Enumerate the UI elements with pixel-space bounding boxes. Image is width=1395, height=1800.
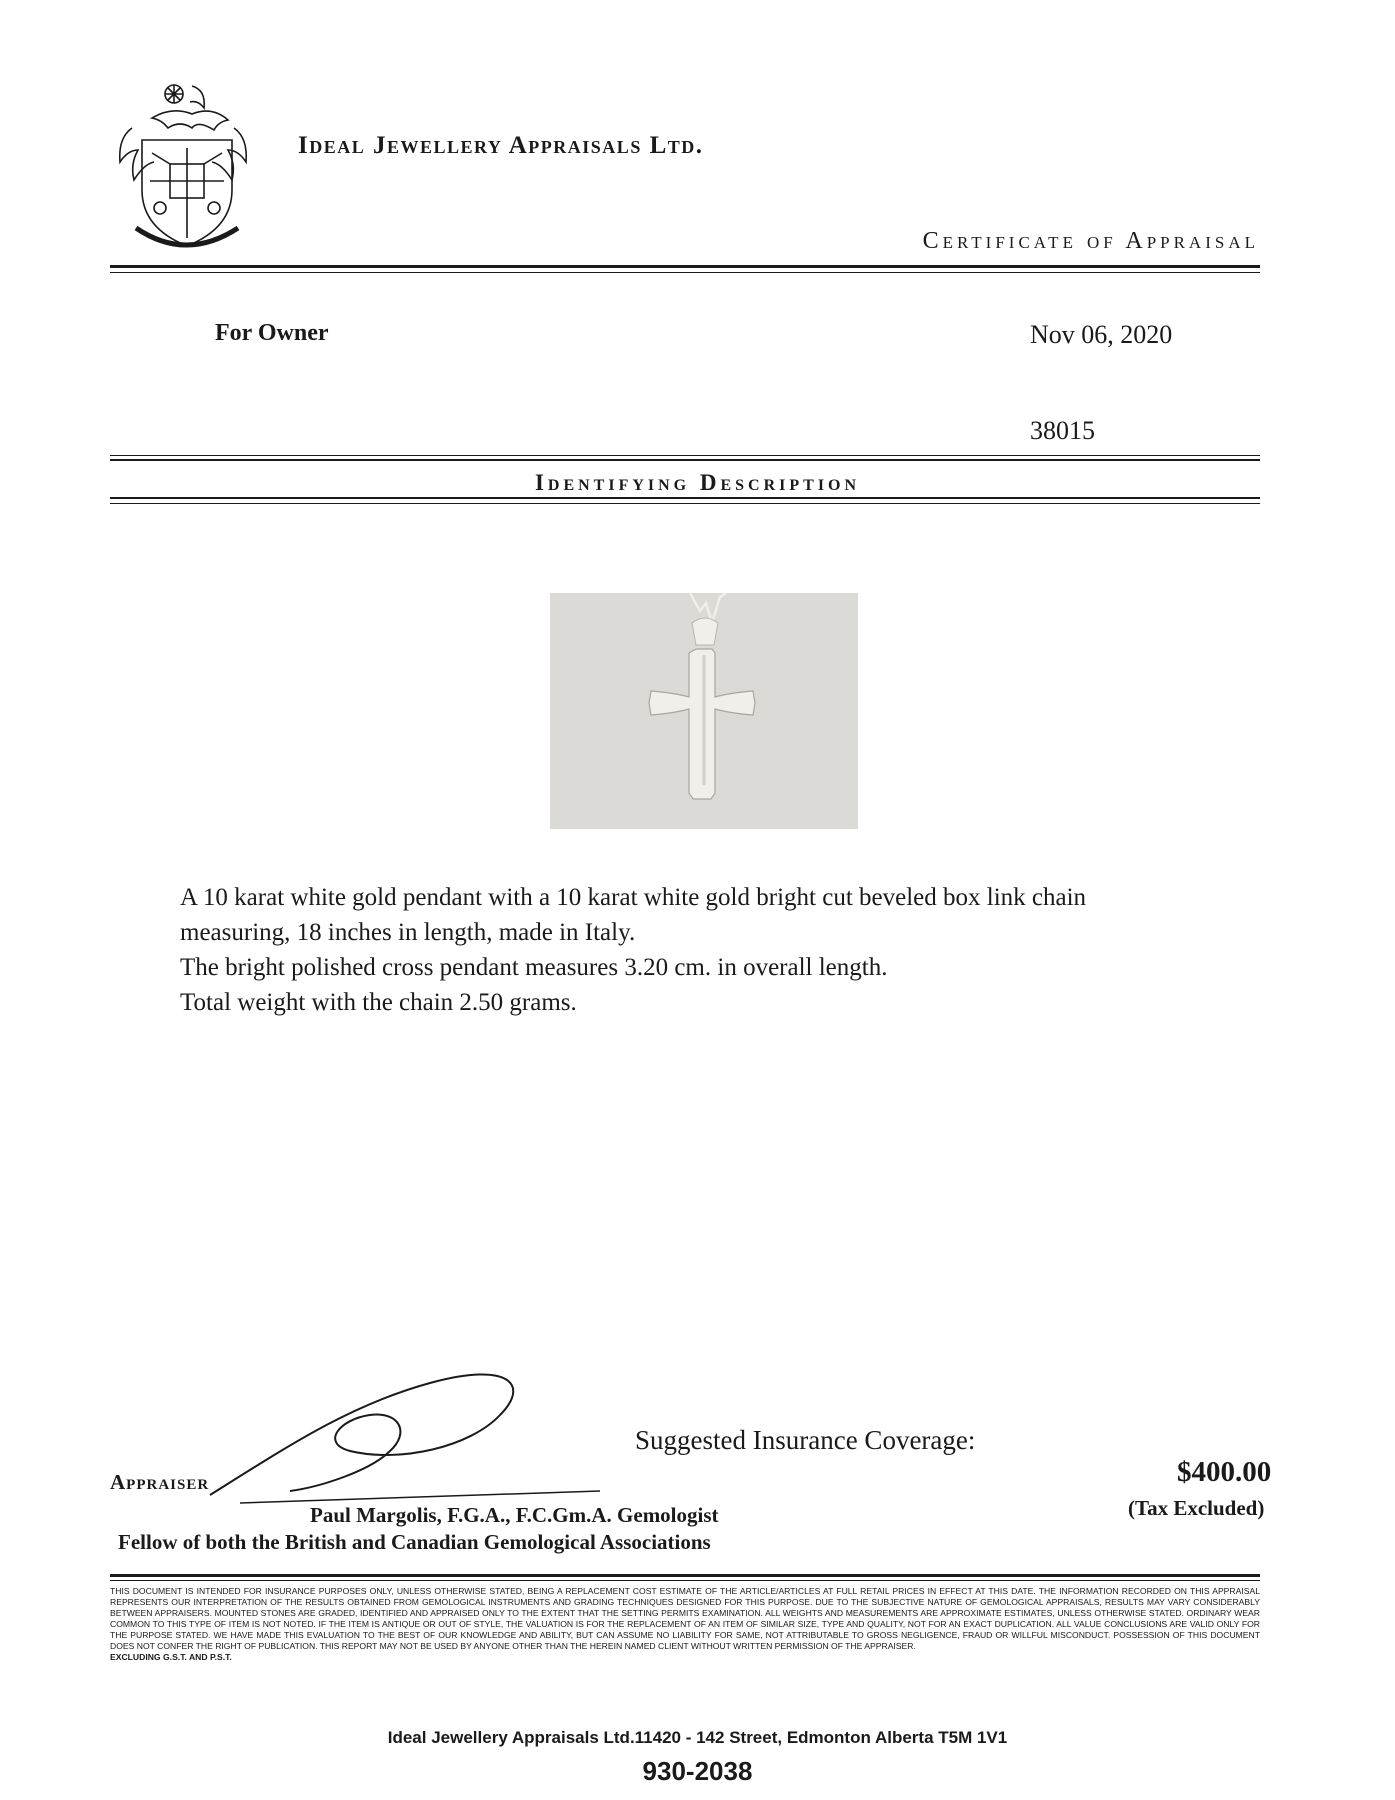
document-title: Certificate of Appraisal [922,228,1259,254]
coverage-tax-note: (Tax Excluded) [1128,1496,1265,1520]
coverage-label: Suggested Insurance Coverage: [635,1425,976,1455]
appraiser-name: Paul Margolis, F.G.A., F.C.Gm.A. Gemologist [310,1503,719,1527]
description-line: A 10 karat white gold pendant with a 10 karat white gold bright cut beveled box link chain [180,884,1087,911]
description-line: The bright polished cross pendant measures 3.20 cm. in overall length. [180,954,888,981]
section-title: Identifying Description [534,470,861,495]
appraisal-number: 38015 [1030,416,1095,445]
disclaimer-divider-thin [110,1580,1260,1581]
description-line: measuring, 18 inches in length, made in Italy. [180,919,636,946]
header-divider-thin [110,272,1260,273]
section-divider-top [110,455,1260,456]
appraiser-signature [200,1355,620,1505]
company-address: Ideal Jewellery Appraisals Ltd.11420 - 142 Street, Edmonton Alberta T5M 1V1 [387,1728,1008,1747]
description-line: Total weight with the chain 2.50 grams. [180,989,577,1016]
item-description [180,880,1200,1020]
appraisal-date: Nov 06, 2020 [1030,320,1173,349]
appraiser-label: Appraiser [110,1470,210,1494]
owner-label: For Owner [215,320,329,346]
appraiser-credentials: Fellow of both the British and Canadian Gemological Associations [118,1530,711,1554]
legal-disclaimer [110,1586,1260,1663]
disclaimer-text: THIS DOCUMENT IS INTENDED FOR INSURANCE PURPOSES ONLY, UNLESS OTHERWISE STATED, BEING A REPLACEMENT COST ESTIMATE OF THE ARTICLE/ARTICLES AT FULL RETAIL PRICES IN EFFECT AT THIS DATE. THE INFORMATION RECORDED ON THIS APPRAISAL REPRESENTS OUR INTERPRETATION OF THE RESULTS OBTAINED FROM GEMOLOGICAL INSTRUMENTS AND GRADING TECHNIQUES DESIGNED FOR THIS PURPOSE. DUE TO THE SUBJECTIVE NATURE OF GEMOLOGICAL APPRAISALS, RESULTS MAY VARY CONSIDERABLY BETWEEN APPRAISERS. MOUNTED STONES ARE GRADED, IDENTIFIED AND APPRAISED ONLY TO THE EXTENT THAT THE SETTING PERMITS EXAMINATION. ALL WEIGHTS AND MEASUREMENTS ARE APPROXIMATE ESTIMATES, UNLESS OTHERWISE STATED. ORDINARY WEAR COMMON TO THIS TYPE OF ITEM IS NOT NOTED. IF THE ITEM IS ANTIQUE OR OUT OF STYLE, THE VALUATION IS FOR THE REPLACEMENT OF AN ITEM OF SIMILAR SIZE, TYPE AND QUALITY, NOT FOR AN EXACT DUPLICATION. ALL VALUE CONCLUSIONS ARE VALID ONLY FOR THE PURPOSE STATED. WE HAVE MADE THIS EVALUATION TO THE BEST OF OUR KNOWLEDGE AND ABILITY, BUT CAN ASSUME NO LIABILITY FOR SAME, NOT ATTRIBUTABLE TO GROSS NEGLIGENCE, FRAUD OR WILLFUL MISCONDUCT. POSSESSION OF THIS DOCUMENT DOES NOT CONFER THE RIGHT OF PUBLICATION. THIS REPORT MAY NOT BE USED BY ANYONE OTHER THAN THE HEREIN NAMED CLIENT WITHOUT WRITTEN PERMISSION OF THE APPRAISER. [110,1586,1260,1651]
section-divider-top-thick [110,459,1260,461]
company-phone: 930-2038 [642,1756,753,1786]
header-divider [110,265,1260,268]
pendant-photo [550,593,858,829]
coverage-amount: $400.00 [1177,1456,1272,1488]
disclaimer-divider [110,1574,1260,1577]
section-divider-bottom-thin [110,503,1260,504]
tax-disclaimer: EXCLUDING G.S.T. AND P.S.T. [110,1652,232,1662]
coat-of-arms-logo [112,78,262,258]
section-divider-bottom [110,497,1260,499]
company-name: Ideal Jewellery Appraisals Ltd. [298,132,704,159]
